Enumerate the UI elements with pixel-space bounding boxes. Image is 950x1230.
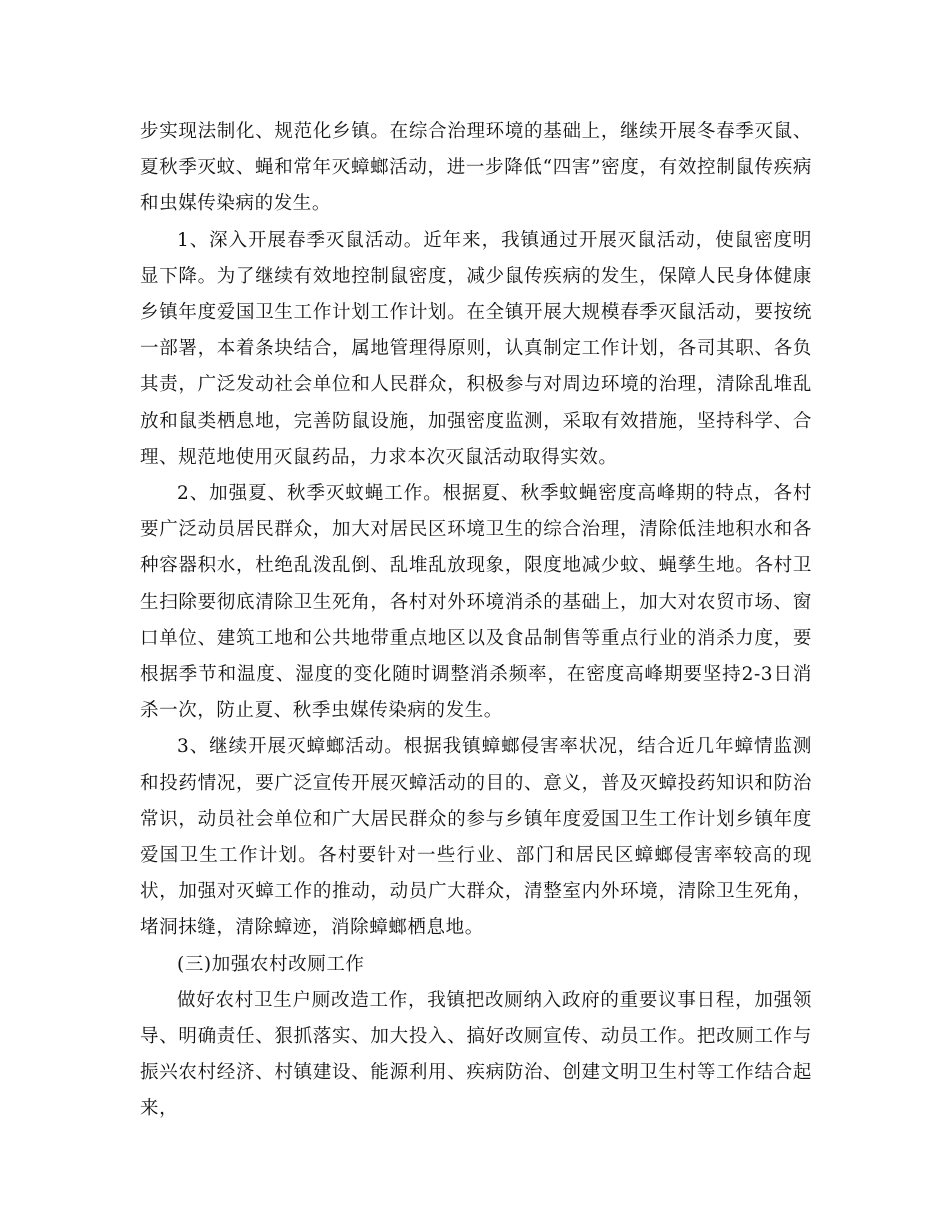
paragraph-rodent-control: 1、深入开展春季灭鼠活动。近年来，我镇通过开展灭鼠活动，使鼠密度明显下降。为了继续有效地控制鼠密度，减少鼠传疾病的发生，保障人民身体健康乡镇年度爱国卫生工作计划工作计划。在全镇开展大规模春季灭鼠活动，要按统一部署，本着条块结合，属地管理得原则，认真制定工作计划，各司其职、各负其责，广泛发动社会单位和人民群众，积极参与对周边环境的治理，清除乱堆乱放和鼠类栖息地，完善防鼠设施，加强密度监测，采取有效措施，坚持科学、合理、规范地使用灭鼠药品，力求本次灭鼠活动取得实效。: [140, 229, 812, 468]
section-heading: (三)加强农村改厕工作: [177, 953, 365, 975]
document-page: [140, 114, 812, 1128]
paragraph-continuation: 步实现法制化、规范化乡镇。在综合治理环境的基础上，继续开展冬春季灭鼠、夏秋季灭蚊、蝇和常年灭蟑螂活动，进一步降低“四害”密度，有效控制鼠传疾病和虫媒传染病的发生。: [140, 121, 812, 215]
paragraph-mosquito-fly-control: 2、加强夏、秋季灭蚊蝇工作。根据夏、秋季蚊蝇密度高峰期的特点，各村要广泛动员居民群众，加大对居民区环境卫生的综合治理，清除低洼地积水和各种容器积水，杜绝乱泼乱倒、乱堆乱放现象，限度地减少蚊、蝇孳生地。各村卫生扫除要彻底清除卫生死角，各村对外环境消杀的基础上，加大对农贸市场、窗口单位、建筑工地和公共地带重点地区以及食品制售等重点行业的消杀力度，要根据季节和温度、湿度的变化随时调整消杀频率，在密度高峰期要坚持2-3日消杀一次，防止夏、秋季虫媒传染病的发生。: [140, 483, 812, 722]
paragraph-cockroach-control: 3、继续开展灭蟑螂活动。根据我镇蟑螂侵害率状况，结合近几年蟑情监测和投药情况，要广泛宣传开展灭蟑活动的目的、意义，普及灭蟑投药知识和防治常识，动员社会单位和广大居民群众的参与乡镇年度爱国卫生工作计划乡镇年度爱国卫生工作计划。各村要针对一些行业、部门和居民区蟑螂侵害率较高的现状，加强对灭蟑工作的推动，动员广大群众，清整室内外环境，清除卫生死角，堵洞抹缝，清除蟑迹，消除蟑螂栖息地。: [140, 736, 812, 939]
paragraph-toilet-reform: 做好农村卫生户厕改造工作，我镇把改厕纳入政府的重要议事日程，加强领导、明确责任、狠抓落实、加大投入、搞好改厕宣传、动员工作。把改厕工作与振兴农村经济、村镇建设、能源利用、疾病防治、创建文明卫生村等工作结合起来，: [140, 989, 812, 1120]
